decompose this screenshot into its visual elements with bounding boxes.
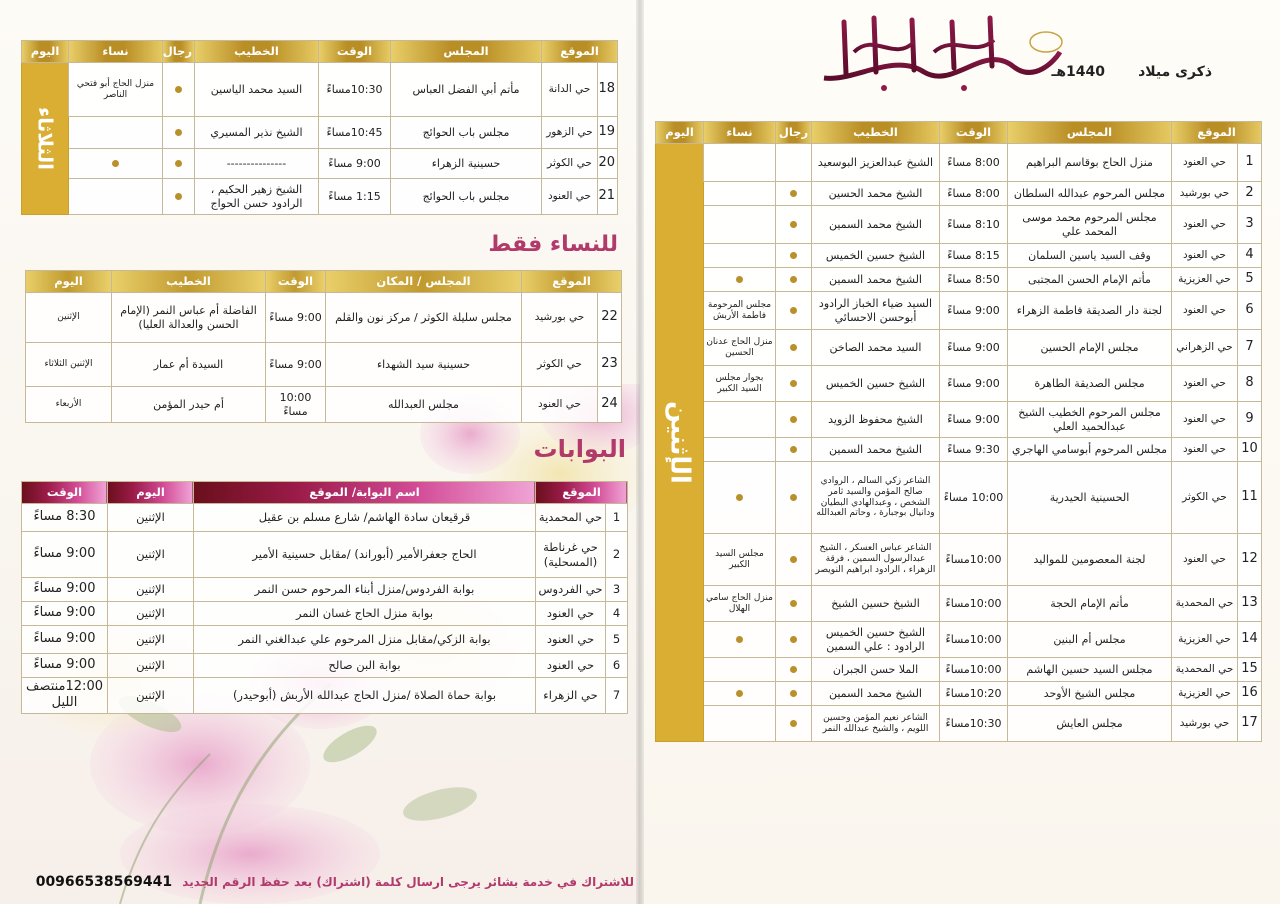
attendance-dot-icon xyxy=(790,307,797,314)
row-time: 1:15 مساءً xyxy=(318,179,390,215)
table-row xyxy=(655,658,1261,682)
row-men xyxy=(775,622,811,658)
row-men xyxy=(775,244,811,268)
attendance-dot-icon xyxy=(175,193,182,200)
row-women xyxy=(703,244,775,268)
table-row xyxy=(655,330,1261,366)
row-majlis: مأتم أبي الفضل العباس xyxy=(390,63,541,117)
row-majlis: وقف السيد ياسين السلمان xyxy=(1007,244,1171,268)
row-location: حي الزهور xyxy=(541,117,597,149)
col-time: الوقت xyxy=(318,41,390,63)
row-women xyxy=(703,706,775,742)
row-men xyxy=(162,179,194,215)
row-day: الإثنين xyxy=(107,602,193,626)
attendance-dot-icon xyxy=(790,190,797,197)
row-time: 9:00 مساءً xyxy=(21,578,107,602)
row-location: حي العزيزية xyxy=(1171,682,1237,706)
main-col-khatib: الخطيب xyxy=(811,122,939,144)
attendance-dot-icon xyxy=(736,276,743,283)
table-row xyxy=(21,626,627,654)
row-majlis: حسينية الزهراء xyxy=(390,149,541,179)
row-location: حي المحمدية xyxy=(1171,658,1237,682)
row-khatib: الشيخ محفوظ الزويد xyxy=(811,402,939,438)
row-location: حي العنود xyxy=(1171,534,1237,586)
monday-schedule-table xyxy=(655,121,1262,742)
row-time: 10:00مساءً xyxy=(939,658,1007,682)
gates-table xyxy=(21,481,628,714)
row-khatib: الشيخ زهير الحكيم ، الرادود حسن الحواج xyxy=(194,179,318,215)
table-row xyxy=(655,366,1261,402)
row-majlis: لجنة دار الصديقة فاطمة الزهراء xyxy=(1007,292,1171,330)
table-row xyxy=(21,63,617,117)
row-number: 13 xyxy=(1238,586,1262,622)
attendance-dot-icon xyxy=(790,416,797,423)
attendance-dot-icon xyxy=(790,666,797,673)
table-row xyxy=(655,206,1261,244)
women-schedule-table xyxy=(25,270,622,423)
main-col-women: نساء xyxy=(703,122,775,144)
women-col-majlis: المجلس / المكان xyxy=(325,271,521,293)
main-col-location: الموقع xyxy=(1171,122,1261,144)
attendance-dot-icon xyxy=(790,636,797,643)
attendance-dot-icon xyxy=(175,129,182,136)
row-khatib: الشاعر زكي السالم ، الروادي صالح المؤمن والسيد ثامر الشخص ، وعبدالهادي البطيان ودانيال بوجبارة ، وحاتم العبدالله xyxy=(811,462,939,534)
row-number: 4 xyxy=(1238,244,1262,268)
table-row xyxy=(655,622,1261,658)
attendance-dot-icon xyxy=(790,344,797,351)
gates-col-name: اسم البوابة/ الموقع xyxy=(193,482,535,504)
row-location: حي العنود xyxy=(1171,438,1237,462)
row-men xyxy=(775,206,811,244)
row-time: 9:00 مساءً xyxy=(318,149,390,179)
row-time: 9:00 مساءً xyxy=(939,292,1007,330)
table-row xyxy=(21,179,617,215)
attendance-dot-icon xyxy=(175,160,182,167)
attendance-dot-icon xyxy=(790,446,797,453)
women-col-khatib: الخطيب xyxy=(111,271,265,293)
row-time: 8:10 مساءً xyxy=(939,206,1007,244)
attendance-dot-icon xyxy=(790,690,797,697)
women-col-day: اليوم xyxy=(25,271,111,293)
main-table-header xyxy=(655,122,1261,144)
page-subtitle: ذكرى ميلاد xyxy=(1138,64,1212,80)
table-row xyxy=(655,292,1261,330)
row-women xyxy=(703,206,775,244)
row-number: 22 xyxy=(598,293,622,343)
row-location: حي الفردوس xyxy=(535,578,605,602)
row-women xyxy=(68,149,162,179)
table-row xyxy=(25,343,621,387)
row-number: 4 xyxy=(606,602,628,626)
row-gate-name: الحاج جعفرالأمير (أبوراند) /مقابل حسينية الأمير xyxy=(193,532,535,578)
row-men xyxy=(775,144,811,182)
row-location: حي الكوثر xyxy=(1171,462,1237,534)
row-khatib: الشيخ محمد الحسين xyxy=(811,182,939,206)
row-men xyxy=(775,182,811,206)
row-time: 9:00 مساءً xyxy=(21,654,107,678)
row-women: مجلس السيد الكبير xyxy=(703,534,775,586)
row-women xyxy=(703,462,775,534)
table-row xyxy=(655,268,1261,292)
subscription-footer xyxy=(36,874,634,890)
row-location: حي العنود xyxy=(535,626,605,654)
row-women xyxy=(703,622,775,658)
attendance-dot-icon xyxy=(790,600,797,607)
attendance-dot-icon xyxy=(736,636,743,643)
row-women xyxy=(703,438,775,462)
row-location: حي الزهراني xyxy=(1171,330,1237,366)
row-number: 16 xyxy=(1238,682,1262,706)
row-number: 11 xyxy=(1238,462,1262,534)
table-row xyxy=(655,682,1261,706)
row-number: 2 xyxy=(606,532,628,578)
row-number: 18 xyxy=(598,63,618,117)
attendance-dot-icon xyxy=(790,380,797,387)
row-day: الإثنين xyxy=(107,678,193,714)
row-location: حي العنود xyxy=(535,654,605,678)
row-location: حي العنود xyxy=(541,179,597,215)
row-khatib: الشاعر نعيم المؤمن وحسين اللويم ، والشيخ عبدالله النمر xyxy=(811,706,939,742)
row-gate-name: قرقيعان سادة الهاشم/ شارع مسلم بن عقيل xyxy=(193,504,535,532)
row-majlis: مجلس المرحوم محمد موسى المحمد علي xyxy=(1007,206,1171,244)
hijri-year: 1440هـ xyxy=(1051,64,1105,80)
gates-col-location: الموقع xyxy=(535,482,627,504)
row-location: حي العنود xyxy=(1171,144,1237,182)
row-time: 10:00مساءً xyxy=(939,534,1007,586)
row-khatib: الملا حسن الجبران xyxy=(811,658,939,682)
table-row xyxy=(21,532,627,578)
row-location: حي المحمدية xyxy=(1171,586,1237,622)
row-location: حي الكوثر xyxy=(521,343,597,387)
row-men xyxy=(775,534,811,586)
table-row xyxy=(655,144,1261,182)
row-location: حي بورشيد xyxy=(521,293,597,343)
attendance-dot-icon xyxy=(790,252,797,259)
row-number: 10 xyxy=(1238,438,1262,462)
attendance-dot-icon xyxy=(790,494,797,501)
row-women xyxy=(703,658,775,682)
row-time: 10:20مساءً xyxy=(939,682,1007,706)
row-time: 10:00مساءً xyxy=(939,586,1007,622)
row-day: الإثنين xyxy=(107,504,193,532)
row-men xyxy=(162,63,194,117)
table-row xyxy=(21,117,617,149)
women-col-location: الموقع xyxy=(521,271,621,293)
women-only-title: للنساء فقط xyxy=(488,232,618,257)
row-khatib: --------------- xyxy=(194,149,318,179)
row-khatib: الشيخ نذير المسيري xyxy=(194,117,318,149)
table-row xyxy=(25,293,621,343)
row-majlis: مجلس المرحوم عبدالله السلطان xyxy=(1007,182,1171,206)
row-number: 6 xyxy=(1238,292,1262,330)
row-khatib: أم حيدر المؤمن xyxy=(111,387,265,423)
row-number: 12 xyxy=(1238,534,1262,586)
main-col-majlis: المجلس xyxy=(1007,122,1171,144)
page-fold xyxy=(636,0,644,904)
table-row xyxy=(25,387,621,423)
row-khatib: الشاعر عباس العسكر ، الشيخ عبدالرسول السمين ، فرقة الزهراء ، الرادود ابراهيم النويصر xyxy=(811,534,939,586)
table-row xyxy=(21,678,627,714)
col-men: رجال xyxy=(162,41,194,63)
row-men xyxy=(162,149,194,179)
col-majlis: المجلس xyxy=(390,41,541,63)
row-location: حي الزهراء xyxy=(535,678,605,714)
col-day: اليوم xyxy=(21,41,68,63)
row-number: 23 xyxy=(598,343,622,387)
row-majlis: مجلس السيد حسين الهاشم xyxy=(1007,658,1171,682)
row-time: 9:00 مساءً xyxy=(21,626,107,654)
row-day: الأربعاء xyxy=(25,387,111,423)
row-men xyxy=(775,402,811,438)
row-khatib: الشيخ حسين الشيخ xyxy=(811,586,939,622)
table-row xyxy=(655,244,1261,268)
day-label-tuesday: الثلاثاء xyxy=(21,63,68,215)
row-gate-name: بوابة منزل الحاج غسان النمر xyxy=(193,602,535,626)
day-label-monday: الإثنين xyxy=(655,144,703,742)
row-location: حي العنود xyxy=(521,387,597,423)
row-time: 9:00 مساءً xyxy=(265,343,325,387)
row-men xyxy=(775,586,811,622)
row-khatib: الشيخ محمد السمين xyxy=(811,268,939,292)
row-majlis: لجنة المعصومين للمواليد xyxy=(1007,534,1171,586)
row-day: الإثنين xyxy=(107,654,193,678)
row-men xyxy=(775,462,811,534)
row-location: حي العنود xyxy=(1171,402,1237,438)
row-time: 10:30مساءً xyxy=(318,63,390,117)
table-row xyxy=(655,182,1261,206)
row-time: 9:00 مساءً xyxy=(939,402,1007,438)
row-time: 8:50 مساءً xyxy=(939,268,1007,292)
row-majlis: مجلس باب الحوائج xyxy=(390,179,541,215)
row-time: 9:00 مساءً xyxy=(939,330,1007,366)
row-number: 9 xyxy=(1238,402,1262,438)
row-men xyxy=(775,366,811,402)
table-row xyxy=(21,654,627,678)
row-location: حي بورشيد xyxy=(1171,706,1237,742)
col-khatib: الخطيب xyxy=(194,41,318,63)
main-col-time: الوقت xyxy=(939,122,1007,144)
row-number: 1 xyxy=(606,504,628,532)
row-khatib: الشيخ حسين الخميس xyxy=(811,366,939,402)
row-location: حي الدانة xyxy=(541,63,597,117)
gates-col-time: الوقت xyxy=(21,482,107,504)
attendance-dot-icon xyxy=(790,720,797,727)
row-majlis: مجلس الصديقة الطاهرة xyxy=(1007,366,1171,402)
tuesday-table-header xyxy=(21,41,617,63)
row-location: حي العنود xyxy=(1171,244,1237,268)
row-location: حي الكوثر xyxy=(541,149,597,179)
attendance-dot-icon xyxy=(112,160,119,167)
row-women: منزل الحاج عدنان الحسين xyxy=(703,330,775,366)
row-time: 10:00 مساءً xyxy=(939,462,1007,534)
row-majlis: مجلس الإمام الحسين xyxy=(1007,330,1171,366)
row-time: 9:00 مساءً xyxy=(265,293,325,343)
gates-col-day: اليوم xyxy=(107,482,193,504)
row-majlis: مأتم الإمام الحسن المجتبى xyxy=(1007,268,1171,292)
row-khatib: الفاضلة أم عباس النمر (الإمام الحسن والعدالة العليا) xyxy=(111,293,265,343)
row-men xyxy=(775,658,811,682)
row-time: 9:00 مساءً xyxy=(21,602,107,626)
calligraphy-logo xyxy=(814,12,1066,94)
row-majlis: حسينية سيد الشهداء xyxy=(325,343,521,387)
row-time: 9:30 مساءً xyxy=(939,438,1007,462)
gates-title: البوابات xyxy=(533,435,626,463)
row-majlis: مجلس سليلة الكوثر / مركز نون والقلم xyxy=(325,293,521,343)
row-khatib: الشيخ محمد السمين xyxy=(811,206,939,244)
row-number: 3 xyxy=(1238,206,1262,244)
row-khatib: الشيخ عبدالعزيز البوسعيد xyxy=(811,144,939,182)
row-number: 24 xyxy=(598,387,622,423)
col-women: نساء xyxy=(68,41,162,63)
row-location: حي بورشيد xyxy=(1171,182,1237,206)
row-location: حي العنود xyxy=(1171,206,1237,244)
row-khatib: الشيخ حسين الخميس xyxy=(811,244,939,268)
row-women xyxy=(68,117,162,149)
row-majlis: مجلس العايش xyxy=(1007,706,1171,742)
footer-phone[interactable]: 00966538569441 xyxy=(35,874,173,890)
col-location: الموقع xyxy=(541,41,617,63)
row-majlis: مجلس العبدالله xyxy=(325,387,521,423)
row-majlis: مجلس المرحوم أبوسامي الهاجري xyxy=(1007,438,1171,462)
row-time: 10:45مساءً xyxy=(318,117,390,149)
row-majlis: منزل الحاج بوقاسم البراهيم xyxy=(1007,144,1171,182)
row-time: 8:00 مساءً xyxy=(939,182,1007,206)
row-time: 8:30 مساءً xyxy=(21,504,107,532)
row-day: الإثنين xyxy=(107,578,193,602)
main-col-day: اليوم xyxy=(655,122,703,144)
row-majlis: مجلس أم البنين xyxy=(1007,622,1171,658)
row-men xyxy=(775,330,811,366)
table-row xyxy=(21,602,627,626)
row-khatib: السيد محمد الياسين xyxy=(194,63,318,117)
row-majlis: مجلس باب الحوائج xyxy=(390,117,541,149)
row-women xyxy=(703,144,775,182)
row-women: مجلس المرحومة فاطمة الأربش xyxy=(703,292,775,330)
row-khatib: الشيخ محمد السمين xyxy=(811,438,939,462)
row-khatib: الشيخ حسين الخميس الرادود : علي السمين xyxy=(811,622,939,658)
row-number: 3 xyxy=(606,578,628,602)
row-time: 8:00 مساءً xyxy=(939,144,1007,182)
row-women: منزل الحاج سامي الهلال xyxy=(703,586,775,622)
row-number: 20 xyxy=(598,149,618,179)
row-men xyxy=(775,682,811,706)
row-number: 17 xyxy=(1238,706,1262,742)
row-number: 14 xyxy=(1238,622,1262,658)
row-gate-name: بوابة الزكي/مقابل منزل المرحوم علي عبدالغني النمر xyxy=(193,626,535,654)
row-women xyxy=(703,682,775,706)
row-time: 10:00 مساءً xyxy=(265,387,325,423)
row-women: منزل الحاج أبو فتحي الناصر xyxy=(68,63,162,117)
row-khatib: السيد محمد الصاخن xyxy=(811,330,939,366)
table-row xyxy=(655,402,1261,438)
row-men xyxy=(775,268,811,292)
right-page xyxy=(640,0,1280,904)
row-men xyxy=(162,117,194,149)
row-khatib: السيد ضياء الخباز الرادود أبوحسن الاحسائي xyxy=(811,292,939,330)
row-number: 8 xyxy=(1238,366,1262,402)
row-time: 8:15 مساءً xyxy=(939,244,1007,268)
row-gate-name: بوابة حماة الصلاة /منزل الحاج عبدالله الأربش (أبوحيدر) xyxy=(193,678,535,714)
attendance-dot-icon xyxy=(736,690,743,697)
table-row xyxy=(655,706,1261,742)
women-col-time: الوقت xyxy=(265,271,325,293)
row-majlis: مأتم الإمام الحجة xyxy=(1007,586,1171,622)
main-col-men: رجال xyxy=(775,122,811,144)
row-women xyxy=(68,179,162,215)
row-number: 1 xyxy=(1238,144,1262,182)
row-location: حي العنود xyxy=(535,602,605,626)
row-gate-name: بوابة الفردوس/منزل أبناء المرحوم حسن النمر xyxy=(193,578,535,602)
row-day: الإثنين الثلاثاء xyxy=(25,343,111,387)
row-khatib: السيدة أم عمار xyxy=(111,343,265,387)
row-women: بجوار مجلس السيد الكبير xyxy=(703,366,775,402)
women-table-header xyxy=(25,271,621,293)
table-row xyxy=(655,438,1261,462)
row-number: 5 xyxy=(606,626,628,654)
row-men xyxy=(775,706,811,742)
row-majlis: الحسينية الحيدرية xyxy=(1007,462,1171,534)
row-number: 2 xyxy=(1238,182,1262,206)
row-majlis: مجلس الشيخ الأوحد xyxy=(1007,682,1171,706)
row-time: 10:30مساءً xyxy=(939,706,1007,742)
footer-text: للاشتراك في خدمة بشائر يرجى ارسال كلمة (اشتراك) بعد حفظ الرقم الجديد xyxy=(182,875,634,889)
row-day: الإثنين xyxy=(25,293,111,343)
row-number: 7 xyxy=(606,678,628,714)
row-number: 5 xyxy=(1238,268,1262,292)
row-women xyxy=(703,402,775,438)
attendance-dot-icon xyxy=(790,221,797,228)
row-number: 6 xyxy=(606,654,628,678)
tuesday-schedule-table xyxy=(21,40,618,215)
row-number: 21 xyxy=(598,179,618,215)
row-day: الإثنين xyxy=(107,532,193,578)
row-location: حي العنود xyxy=(1171,292,1237,330)
table-row xyxy=(21,578,627,602)
row-time: 12:00منتصف الليل xyxy=(21,678,107,714)
row-location: حي العنود xyxy=(1171,366,1237,402)
row-day: الإثنين xyxy=(107,626,193,654)
row-location: حي غرناطة (المسحلية) xyxy=(535,532,605,578)
row-location: حي العزيزية xyxy=(1171,622,1237,658)
row-women xyxy=(703,268,775,292)
row-men xyxy=(775,438,811,462)
attendance-dot-icon xyxy=(736,494,743,501)
row-time: 9:00 مساءً xyxy=(21,532,107,578)
row-number: 15 xyxy=(1238,658,1262,682)
row-men xyxy=(775,292,811,330)
gates-table-header xyxy=(21,482,627,504)
table-row xyxy=(655,534,1261,586)
row-location: حي المحمدية xyxy=(535,504,605,532)
row-number: 7 xyxy=(1238,330,1262,366)
row-time: 9:00 مساءً xyxy=(939,366,1007,402)
row-location: حي العزيزية xyxy=(1171,268,1237,292)
attendance-dot-icon xyxy=(790,276,797,283)
row-gate-name: بوابة البن صالح xyxy=(193,654,535,678)
row-number: 19 xyxy=(598,117,618,149)
table-row xyxy=(21,504,627,532)
row-time: 10:00مساءً xyxy=(939,622,1007,658)
table-row xyxy=(655,586,1261,622)
row-women xyxy=(703,182,775,206)
attendance-dot-icon xyxy=(790,556,797,563)
table-row xyxy=(655,462,1261,534)
table-row xyxy=(21,149,617,179)
row-majlis: مجلس المرحوم الخطيب الشيخ عبدالحميد العلي xyxy=(1007,402,1171,438)
attendance-dot-icon xyxy=(175,86,182,93)
row-khatib: الشيخ محمد السمين xyxy=(811,682,939,706)
